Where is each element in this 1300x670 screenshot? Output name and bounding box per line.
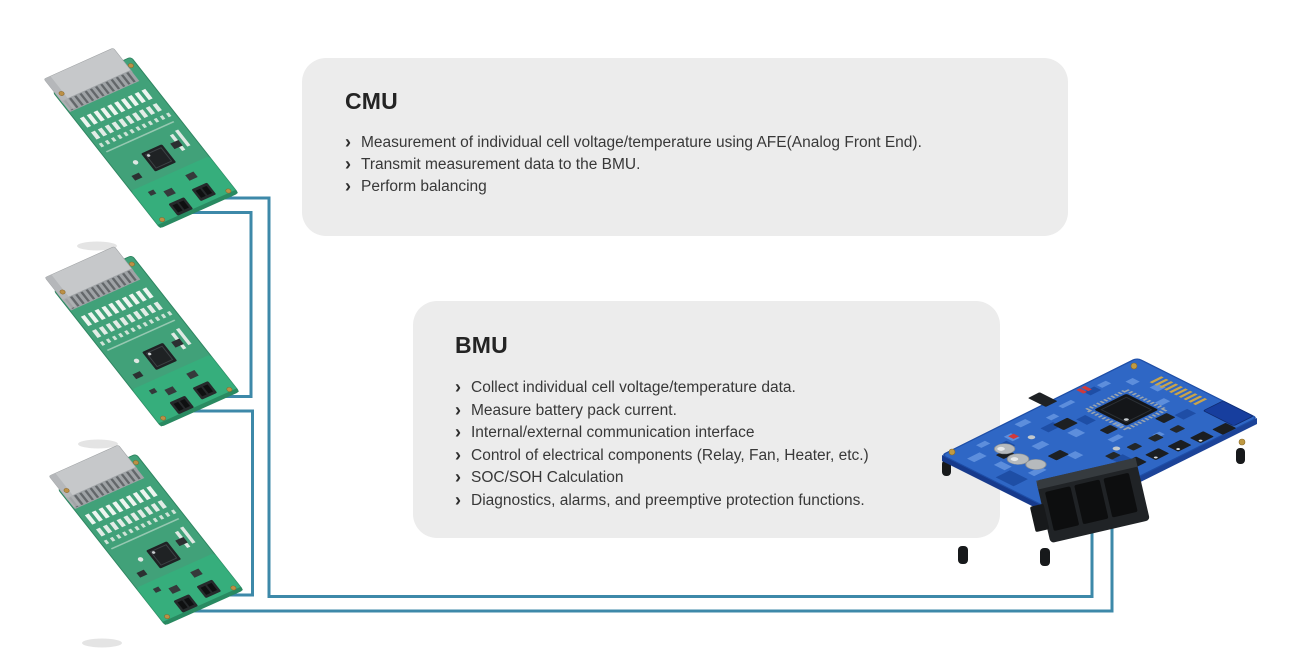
bullet-text: Internal/external communication interface [471, 424, 755, 441]
connection-line-cmu2-to-cmu3 [188, 411, 253, 595]
cmu-board-1 [43, 44, 238, 228]
bullet-item [455, 400, 976, 423]
bmu-card-title: BMU [455, 332, 508, 358]
bullet-text: Collect individual cell voltage/temperature data. [471, 379, 796, 396]
bullet-item [455, 377, 976, 400]
bullet-text: Diagnostics, alarms, and preemptive protection functions. [471, 491, 865, 509]
chevron-bullet-icon: › [455, 422, 461, 442]
bullet-item [455, 422, 976, 445]
bullet-text: SOC/SOH Calculation [471, 469, 624, 486]
chevron-bullet-icon: › [345, 154, 351, 174]
connection-line-cmu1-to-cmu2 [188, 213, 251, 397]
chevron-bullet-icon: › [455, 444, 461, 465]
chevron-bullet-icon: › [455, 489, 461, 510]
bullet-text: Measure battery pack current. [471, 401, 677, 419]
bullet-item [345, 132, 1040, 154]
bmu-bullet-list [455, 377, 976, 512]
bullet-item [455, 467, 976, 490]
chevron-bullet-icon: › [455, 467, 461, 487]
chevron-bullet-icon: › [455, 377, 461, 397]
bullet-item [345, 176, 1040, 198]
cmu-bullet-list [345, 132, 1040, 198]
cmu-board-2 [44, 243, 239, 427]
bullet-item [455, 490, 976, 513]
bullet-text: Perform balancing [361, 178, 487, 195]
cmu-card [302, 58, 1068, 236]
cmu-card-title: CMU [345, 88, 398, 114]
bullet-item [345, 154, 1040, 176]
chevron-bullet-icon: › [345, 176, 351, 196]
bullet-text: Control of electrical components (Relay, Fan, Heater, etc.) [471, 446, 869, 464]
board-shadows [77, 242, 122, 648]
bullet-text: Measurement of individual cell voltage/temperature using AFE(Analog Front End). [361, 134, 922, 151]
chevron-bullet-icon: › [455, 399, 461, 420]
bullet-item [455, 445, 976, 468]
chevron-bullet-icon: › [345, 132, 351, 152]
cmu-board-3 [48, 441, 243, 625]
bullet-text: Transmit measurement data to the BMU. [361, 156, 641, 173]
bmu-card [413, 301, 1000, 538]
